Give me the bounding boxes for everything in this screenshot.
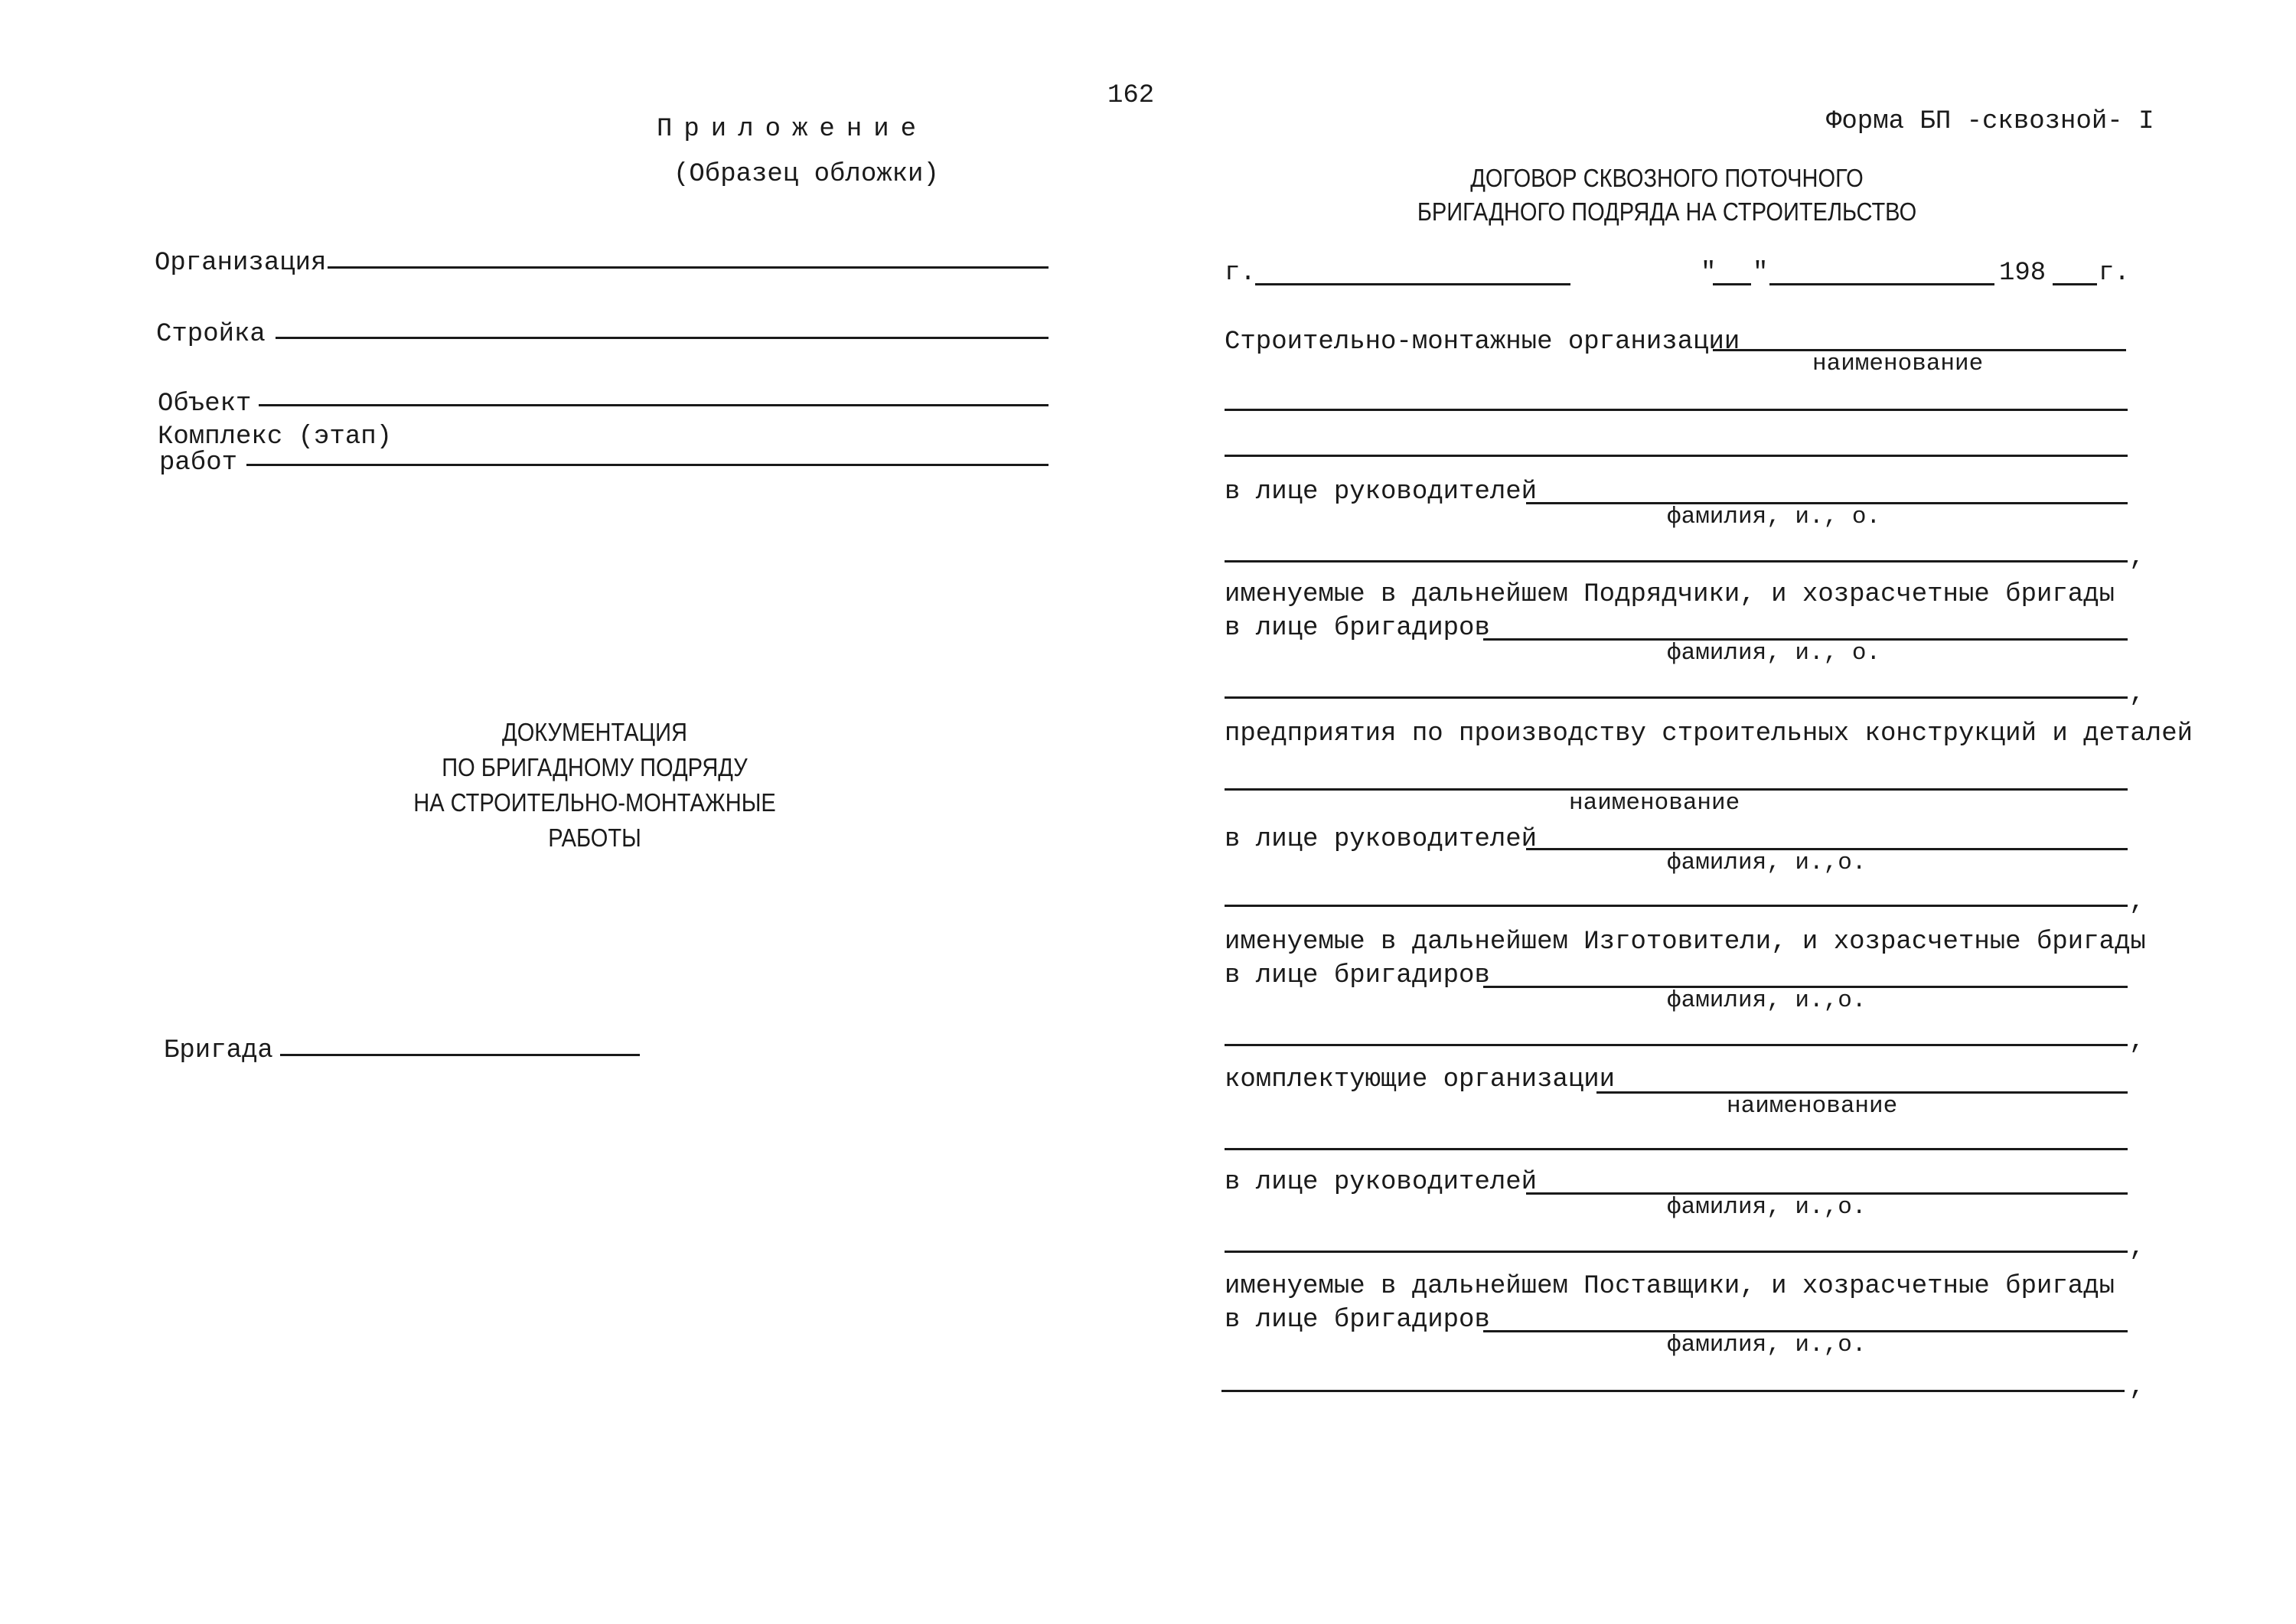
doc-title-line-3: НА СТРОИТЕЛЬНО-МОНТАЖНЫЕ [413, 788, 776, 817]
site-label: Стройка [156, 320, 266, 349]
heads1-line-2[interactable] [1225, 560, 2128, 563]
year-line[interactable] [2053, 283, 2097, 285]
heads1-label: в лице руководителей [1225, 478, 1538, 507]
foremen1-line-2[interactable] [1225, 696, 2128, 699]
org1-line-3[interactable] [1225, 455, 2128, 457]
enterprises-caption: наименование [1569, 790, 1740, 817]
object-label: Объект [158, 390, 252, 419]
foremen3-line-2[interactable] [1221, 1390, 2125, 1392]
foremen3-comma: , [2129, 1373, 2145, 1402]
foremen2-line-2[interactable] [1225, 1044, 2128, 1046]
enterprises-label: предприятия по производству строительных конструкций и деталей [1225, 719, 2193, 748]
heads2-label: в лице руководителей [1225, 825, 1538, 854]
heads3-label: в лице руководителей [1225, 1168, 1538, 1197]
sample-caption: (Образец обложки) [673, 160, 939, 189]
foremen1-comma: , [2129, 680, 2145, 709]
contractors-label: именуемые в дальнейшем Подрядчики, и хозрасчетные бригады [1225, 580, 2115, 609]
heads2-caption: фамилия, и.,о. [1667, 850, 1867, 876]
month-line[interactable] [1769, 283, 1994, 285]
site-line[interactable] [276, 337, 1049, 339]
heads3-comma: , [2129, 1234, 2145, 1263]
page-number: 162 [1107, 81, 1155, 110]
year-suffix: г. [2099, 259, 2130, 288]
suppliers-label: именуемые в дальнейшем Поставщики, и хозрасчетные бригады [1225, 1272, 2115, 1301]
foremen1-caption: фамилия, и., о. [1667, 640, 1881, 667]
organization-line[interactable] [328, 266, 1049, 269]
complete-line-2[interactable] [1225, 1148, 2128, 1150]
object-line[interactable] [259, 404, 1049, 406]
org1-label: Строительно-монтажные организации [1225, 328, 1740, 357]
complex-label-1: Комплекс (этап) [158, 422, 393, 452]
complete-label: комплектующие организации [1225, 1065, 1616, 1094]
contract-title-line-2: БРИГАДНОГО ПОДРЯДА НА СТРОИТЕЛЬСТВО [1417, 197, 1917, 226]
foremen3-caption: фамилия, и.,о. [1667, 1332, 1867, 1358]
contract-title-line-1: ДОГОВОР СКВОЗНОГО ПОТОЧНОГО [1470, 164, 1864, 192]
heads3-caption: фамилия, и.,о. [1667, 1194, 1867, 1221]
year-prefix: 198 [1999, 259, 2047, 288]
doc-title-line-1: ДОКУМЕНТАЦИЯ [502, 718, 687, 746]
doc-title-line-2: ПО БРИГАДНОМУ ПОДРЯДУ [442, 753, 748, 781]
heads2-line-2[interactable] [1225, 905, 2128, 907]
foremen1-label: в лице бригадиров [1225, 614, 1490, 643]
foremen2-comma: , [2129, 1027, 2145, 1056]
complete-caption: наименование [1727, 1093, 1898, 1120]
city-prefix: г. [1225, 259, 1256, 288]
brigade-label: Бригада [164, 1036, 273, 1065]
organization-label: Организация [155, 249, 327, 278]
complex-label-2: работ [159, 448, 238, 478]
heads2-comma: , [2129, 888, 2145, 917]
complex-line[interactable] [246, 464, 1049, 466]
heads3-line-2[interactable] [1225, 1251, 2128, 1253]
foremen2-caption: фамилия, и.,о. [1667, 987, 1867, 1014]
foremen3-label: в лице бригадиров [1225, 1306, 1490, 1335]
heads1-caption: фамилия, и., о. [1667, 504, 1881, 530]
brigade-line[interactable] [280, 1054, 640, 1056]
day-line[interactable] [1713, 283, 1751, 285]
org1-line-2[interactable] [1225, 409, 2128, 411]
appendix-heading: Приложение [657, 115, 928, 144]
form-code: Форма БП -сквозной- I [1826, 107, 2154, 136]
doc-title-line-4: РАБОТЫ [548, 823, 641, 852]
city-line[interactable] [1255, 283, 1570, 285]
makers-label: именуемые в дальнейшем Изготовители, и хозрасчетные бригады [1225, 928, 2146, 957]
heads1-comma: , [2129, 543, 2145, 572]
foremen2-label: в лице бригадиров [1225, 961, 1490, 990]
quote-close: " [1753, 259, 1769, 288]
quote-open: " [1701, 259, 1717, 288]
org1-caption: наименование [1812, 351, 1984, 377]
